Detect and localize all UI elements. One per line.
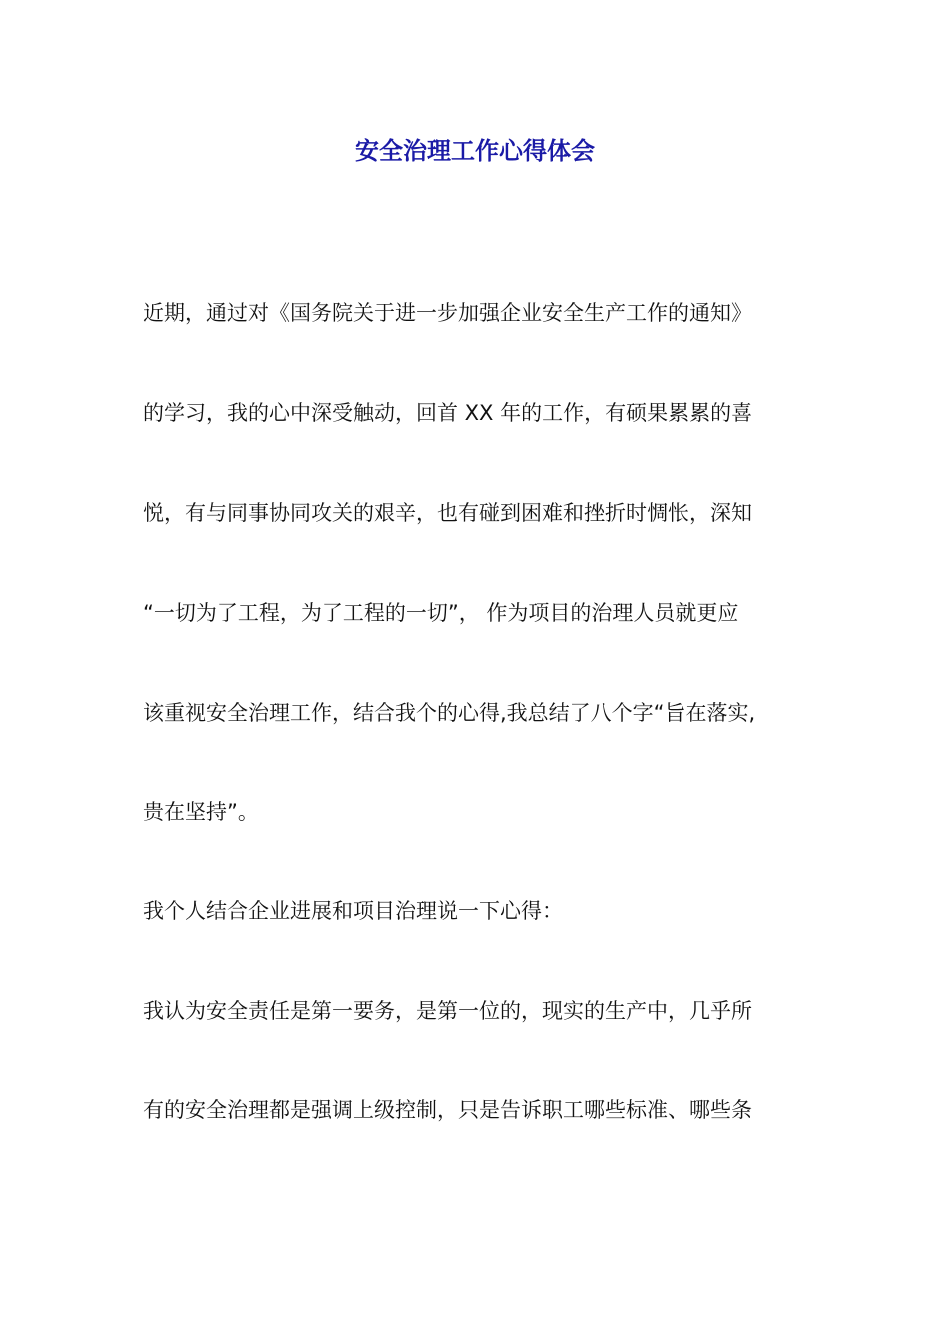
body-line-8: 我认为安全责任是第一要务，是第一位的，现实的生产中，几乎所	[143, 999, 752, 1023]
document-title: 安全治理工作心得体会	[355, 137, 595, 165]
body-line-4: “一切为了工程，为了工程的一切”， 作为项目的治理人员就更应	[143, 601, 739, 625]
body-line-1: 近期，通过对《国务院关于进一步加强企业安全生产工作的通知》	[143, 301, 752, 325]
body-line-6: 贵在坚持”。	[143, 800, 259, 824]
body-line-3: 悦，有与同事协同攻关的艰辛，也有碰到困难和挫折时惆怅，深知	[143, 501, 752, 525]
body-line-7: 我个人结合企业进展和项目治理说一下心得：	[143, 899, 563, 923]
body-line-5: 该重视安全治理工作，结合我个的心得,我总结了八个字“旨在落实,	[143, 701, 756, 725]
body-line-9: 有的安全治理都是强调上级控制，只是告诉职工哪些标准、哪些条	[143, 1098, 752, 1122]
body-line-2: 的学习，我的心中深受触动，回首 XX 年的工作，有硕果累累的喜	[143, 401, 753, 425]
